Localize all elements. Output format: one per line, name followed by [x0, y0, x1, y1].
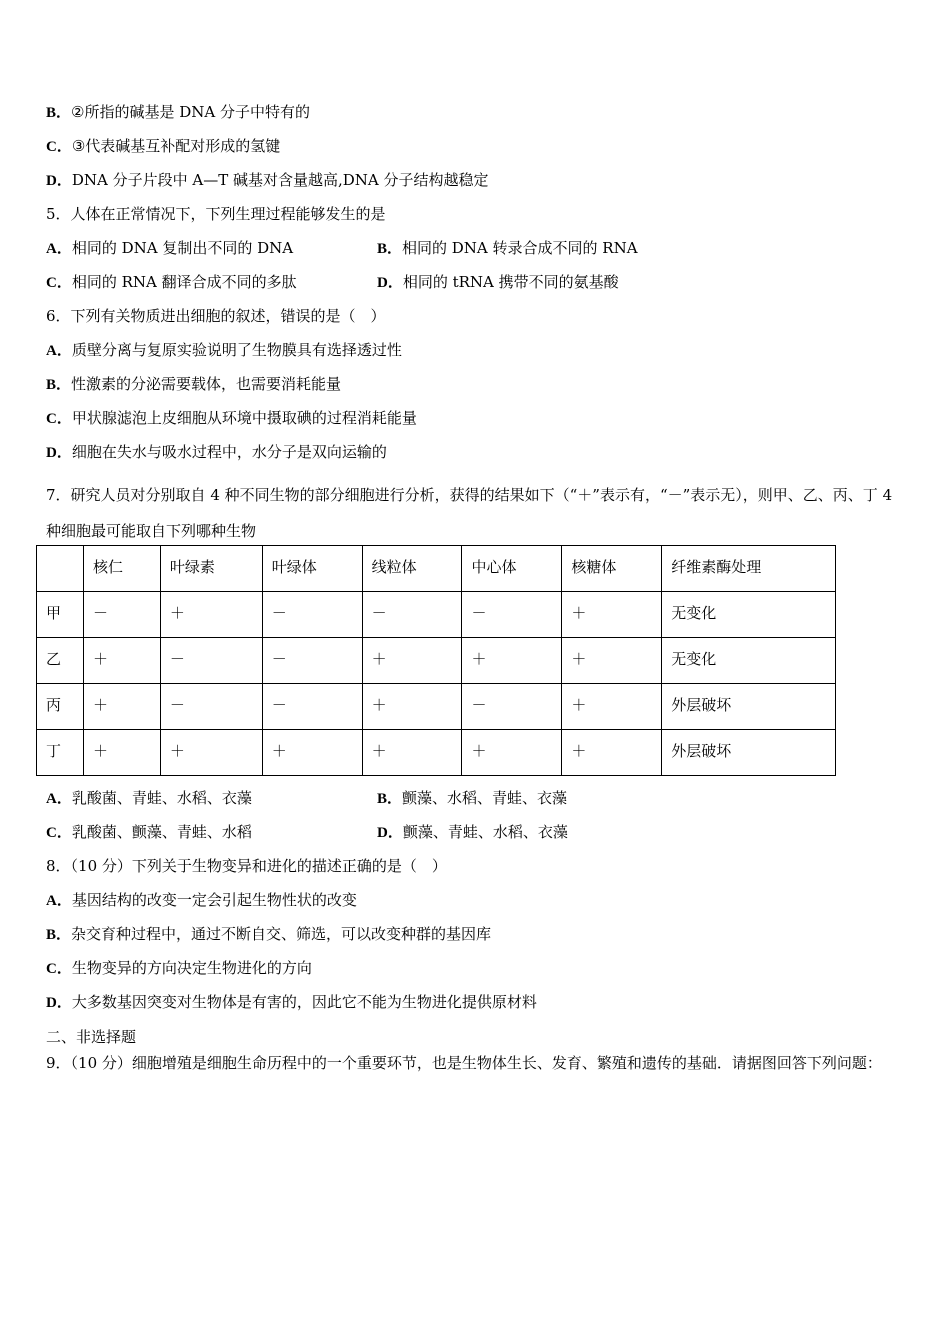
table-cell: ＋ — [160, 592, 262, 638]
table-cell: ＋ — [83, 730, 160, 776]
table-cell: 无变化 — [662, 592, 836, 638]
table-cell: ＋ — [160, 730, 262, 776]
table-header-cell: 核仁 — [83, 546, 160, 592]
q8-option-b: B．杂交育种过程中，通过不断自交、筛选，可以改变种群的基因库 — [46, 925, 492, 943]
q5-option-d: D．相同的 tRNA 携带不同的氨基酸 — [377, 273, 619, 291]
table-cell: 乙 — [37, 638, 84, 684]
table-cell: 丁 — [37, 730, 84, 776]
table-header-cell — [37, 546, 84, 592]
table-header-row — [37, 546, 836, 592]
table-cell: ＋ — [462, 638, 562, 684]
q7-stem: 7．研究人员对分别取自 4 种不同生物的部分细胞进行分析，获得的结果如下（“＋”表示有，“－”表示无），则甲、乙、丙、丁 4 种细胞最可能取自下列哪种生物 — [46, 486, 893, 540]
table-cell: ＋ — [562, 730, 662, 776]
q9-stem: 9．（10 分）细胞增殖是细胞生命历程中的一个重要环节，也是生物体生长、发育、繁殖和遗传的基础．请据图回答下列问题： — [46, 1054, 882, 1072]
table-cell: － — [462, 592, 562, 638]
table-cell: 外层破坏 — [662, 730, 836, 776]
table-row — [37, 592, 836, 638]
table-cell: ＋ — [462, 730, 562, 776]
table-cell: ＋ — [362, 638, 462, 684]
table-cell: ＋ — [262, 730, 362, 776]
table-header-cell: 纤维素酶处理 — [662, 546, 836, 592]
q8-option-d: D．大多数基因突变对生物体是有害的，因此它不能为生物进化提供原材料 — [46, 993, 537, 1011]
table-cell: － — [262, 638, 362, 684]
table-row — [37, 730, 836, 776]
q8-option-a: A．基因结构的改变一定会引起生物性状的改变 — [46, 891, 357, 909]
q5-option-c: C．相同的 RNA 翻译合成不同的多肽 — [46, 273, 297, 291]
table-cell: 甲 — [37, 592, 84, 638]
q7-option-c: C．乳酸菌、颤藻、青蛙、水稻 — [46, 823, 252, 841]
table-cell: － — [160, 638, 262, 684]
q4-option-d: D．DNA 分子片段中 A—T 碱基对含量越高,DNA 分子结构越稳定 — [46, 171, 489, 189]
table-cell: ＋ — [83, 638, 160, 684]
q6-stem: 6．下列有关物质进出细胞的叙述，错误的是（ ） — [46, 307, 386, 325]
table-cell: － — [262, 684, 362, 730]
q7-option-b: B．颤藻、水稻、青蛙、衣藻 — [377, 789, 568, 807]
table-row — [37, 684, 836, 730]
q6-option-c: C．甲状腺滤泡上皮细胞从环境中摄取碘的过程消耗能量 — [46, 409, 417, 427]
table-cell: － — [262, 592, 362, 638]
table-cell: ＋ — [562, 592, 662, 638]
table-cell: ＋ — [83, 684, 160, 730]
table-cell: ＋ — [562, 638, 662, 684]
table-cell: ＋ — [562, 684, 662, 730]
table-cell: ＋ — [362, 730, 462, 776]
q4-option-c: C．③代表碱基互补配对形成的氢键 — [46, 137, 281, 155]
q5-stem: 5．人体在正常情况下，下列生理过程能够发生的是 — [46, 205, 386, 223]
table-cell: 外层破坏 — [662, 684, 836, 730]
table-header-cell: 叶绿体 — [262, 546, 362, 592]
q5-option-a: A．相同的 DNA 复制出不同的 DNA — [46, 239, 294, 257]
section-heading: 二、非选择题 — [46, 1028, 137, 1046]
table-cell: － — [160, 684, 262, 730]
table-cell: － — [362, 592, 462, 638]
table-cell: 丙 — [37, 684, 84, 730]
table-header-cell: 叶绿素 — [160, 546, 262, 592]
q6-option-b: B．性激素的分泌需要载体，也需要消耗能量 — [46, 375, 342, 393]
table-cell: － — [462, 684, 562, 730]
q5-option-b: B．相同的 DNA 转录合成不同的 RNA — [377, 239, 638, 257]
q7-option-a: A．乳酸菌、青蛙、水稻、衣藻 — [46, 789, 252, 807]
table-cell: ＋ — [362, 684, 462, 730]
table-header-cell: 核糖体 — [562, 546, 662, 592]
q6-option-d: D．细胞在失水与吸水过程中，水分子是双向运输的 — [46, 443, 387, 461]
cell-structure-table — [36, 545, 836, 776]
q8-option-c: C．生物变异的方向决定生物进化的方向 — [46, 959, 312, 977]
q7-option-d: D．颤藻、青蛙、水稻、衣藻 — [377, 823, 568, 841]
table-cell: 无变化 — [662, 638, 836, 684]
table-cell: － — [83, 592, 160, 638]
q8-stem: 8．（10 分）下列关于生物变异和进化的描述正确的是（ ） — [46, 857, 447, 875]
table-header-cell: 线粒体 — [362, 546, 462, 592]
q4-option-b: B．②所指的碱基是 DNA 分子中特有的 — [46, 103, 310, 121]
table-row — [37, 638, 836, 684]
q6-option-a: A．质壁分离与复原实验说明了生物膜具有选择透过性 — [46, 341, 402, 359]
table-header-cell: 中心体 — [462, 546, 562, 592]
